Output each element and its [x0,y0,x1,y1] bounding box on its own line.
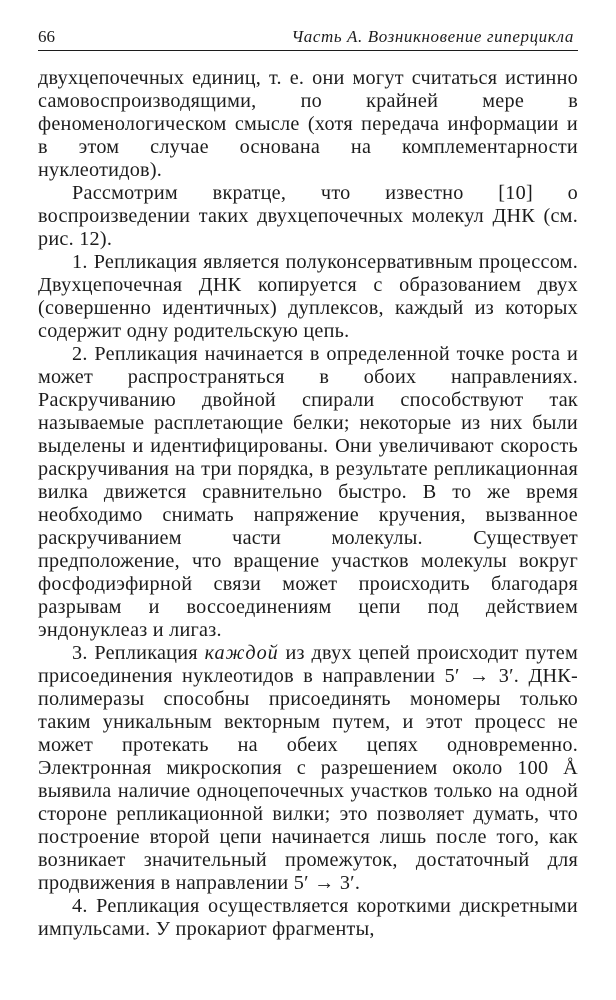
paragraph-item-2: 2. Репликация начинается в определенной точке роста и может распространяться в обоих направлениях. Раскручиванию двойной спирали способствуют так называемые расплетающие белки; некоторые из них были выделены и идентифицированы. Они увеличивают скорость раскручивания на три порядка, в результате репликационная вилка движется сравнительно быстро. В то же время необходимо снимать напряжение кручения, вызванное раскручиванием части молекулы. Существует предположение, что вращение участков молекулы вокруг фосфодиэфирной связи может происходить благодаря разрывам и воссоединениям цепи под действием эндонуклеаз и лигаз. [38,343,578,641]
paragraph-item-4: 4. Репликация осуществляется короткими дискретными импульсами. У прокариот фрагменты, [38,895,578,940]
book-page [38,26,578,986]
paragraph-item-3-rest: из двух цепей происходит путем присоединения нуклеотидов в направлении 5′ → 3′. ДНК-полимеразы способны присоединять мономеры только таким уникальным векторным путем, и этот процесс не может протекать на обеих цепях одновременно. Электронная микроскопия с разрешением около 100 Å выявила наличие одноцепочечных участков только на одной стороне репликационной вилки; это позволяет думать, что построение второй цепи начинается лишь после того, как возникает значительный промежуток, достаточный для продвижения в направлении 5′ → 3′. [38,642,578,894]
running-title: Часть А. Возникновение гиперцикла [291,27,574,46]
body-text [38,67,578,941]
paragraph-item-3 [38,642,578,895]
paragraph-item-3-start: 3. Репликация [72,642,205,664]
page-number: 66 [38,27,55,46]
paragraph-continuation: двухцепочечных единиц, т. е. они могут считаться истинно самовоспроизводящими, по крайней мере в феноменологическом смысле (хотя передача информации и в этом случае основана на комплементарности нуклеотидов). [38,67,578,181]
paragraph-item-1: 1. Репликация является полуконсервативным процессом. Двухцепочечная ДНК копируется с образованием двух (совершенно идентичных) дуплексов, каждый из которых содержит одну родительскую цепь. [38,251,578,342]
running-head [38,26,578,51]
emphasis-word: каждой [204,642,279,664]
paragraph-intro: Рассмотрим вкратце, что известно [10] о воспроизведении таких двухцепочечных молекул ДНК (см. рис. 12). [38,182,578,250]
